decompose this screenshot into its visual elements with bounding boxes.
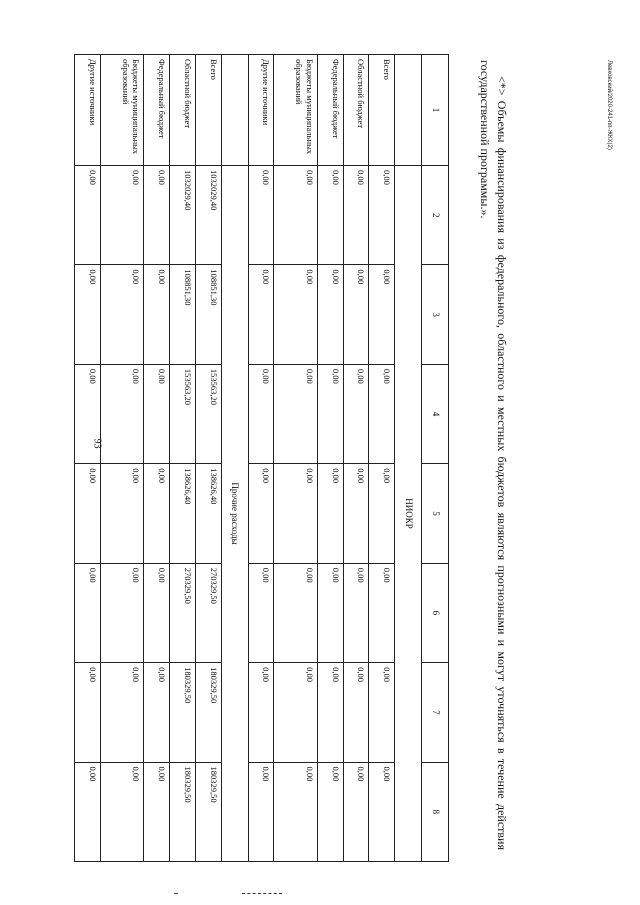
column-header: 4 — [422, 364, 449, 463]
table-cell: 0,00 — [274, 464, 317, 563]
table-cell: 0,00 — [75, 464, 101, 563]
row-label: Бюджеты муниципальных образований — [274, 55, 317, 166]
table-cell: 0,00 — [100, 464, 143, 563]
table-cell: 0,00 — [75, 364, 101, 463]
table-cell: 0,00 — [144, 663, 170, 762]
table-cell: 0,00 — [144, 364, 170, 463]
row-label: Федеральный бюджет — [144, 55, 170, 166]
table-cell: 0,00 — [248, 265, 274, 364]
column-header: 8 — [422, 762, 449, 861]
table-row — [248, 55, 274, 862]
table-row — [274, 55, 317, 862]
table-cell: 0,00 — [274, 563, 317, 662]
row-label: Областной бюджет — [343, 55, 369, 166]
section-row — [221, 55, 248, 862]
table-cell: 0,00 — [317, 762, 343, 861]
section-spacer — [395, 55, 422, 166]
table-cell: 0,00 — [100, 762, 143, 861]
table-row — [170, 55, 196, 862]
table-cell: 180329,50 — [195, 762, 221, 861]
table-cell: 0,00 — [248, 364, 274, 463]
table-cell: 180329,50 — [170, 663, 196, 762]
table-cell: 0,00 — [144, 762, 170, 861]
table-cell: 153563,20 — [170, 364, 196, 463]
table-cell: 0,00 — [343, 663, 369, 762]
section-row — [395, 55, 422, 862]
table-row — [317, 55, 343, 862]
section-title: НИОКР — [395, 166, 422, 862]
table-cell: 0,00 — [248, 563, 274, 662]
column-header: 7 — [422, 663, 449, 762]
table-cell: 108851,30 — [195, 265, 221, 364]
table-cell: 1032029,40 — [170, 166, 196, 265]
table-cell: 153563,20 — [195, 364, 221, 463]
document-stamp: Левковский/2020-241-пп-ЖКХ(2) — [606, 60, 612, 150]
table-cell: 0,00 — [343, 265, 369, 364]
table-cell: 0,00 — [343, 464, 369, 563]
table-cell: 138626,40 — [195, 464, 221, 563]
row-label: Другие источники — [248, 55, 274, 166]
section-title: Прочие расходы — [221, 166, 248, 862]
table-cell: 0,00 — [100, 364, 143, 463]
table-header-row — [422, 55, 449, 862]
table-cell: 0,00 — [248, 663, 274, 762]
table-cell: 0,00 — [369, 563, 395, 662]
row-label: Другие источники — [75, 55, 101, 166]
table-cell: 0,00 — [248, 166, 274, 265]
table-cell: 270329,50 — [195, 563, 221, 662]
column-header: 2 — [422, 166, 449, 265]
footnote — [475, 60, 510, 850]
table-cell: 0,00 — [75, 265, 101, 364]
table-cell: 0,00 — [343, 166, 369, 265]
table-cell: 0,00 — [343, 762, 369, 861]
table-cell: 0,00 — [274, 265, 317, 364]
table-cell: 0,00 — [75, 563, 101, 662]
section-spacer — [221, 55, 248, 166]
scan-artifact — [242, 893, 282, 894]
table-cell: 0,00 — [144, 166, 170, 265]
table-row — [100, 55, 143, 862]
row-label: Федеральный бюджет — [317, 55, 343, 166]
table-cell: 0,00 — [317, 563, 343, 662]
table-cell: 0,00 — [317, 364, 343, 463]
table-cell: 1032029,40 — [195, 166, 221, 265]
table-cell: 0,00 — [274, 166, 317, 265]
table-cell: 0,00 — [369, 663, 395, 762]
table-cell: 0,00 — [248, 762, 274, 861]
table-cell: 0,00 — [369, 464, 395, 563]
table-cell: 0,00 — [343, 364, 369, 463]
table-cell: 0,00 — [317, 265, 343, 364]
scan-artifact — [174, 893, 178, 894]
table-cell: 180329,50 — [170, 762, 196, 861]
table-cell: 0,00 — [317, 663, 343, 762]
table-cell: 0,00 — [100, 166, 143, 265]
table-cell: 0,00 — [144, 563, 170, 662]
table-row — [369, 55, 395, 862]
row-label: Областной бюджет — [170, 55, 196, 166]
financing-table — [74, 54, 449, 862]
table-cell: 0,00 — [317, 464, 343, 563]
column-header: 6 — [422, 563, 449, 662]
row-label: Всего — [195, 55, 221, 166]
table-cell: 0,00 — [100, 563, 143, 662]
table-cell: 0,00 — [144, 265, 170, 364]
row-label: Всего — [369, 55, 395, 166]
table-cell: 138626,40 — [170, 464, 196, 563]
table-cell: 0,00 — [75, 166, 101, 265]
page-number: 93 — [91, 438, 103, 449]
table-cell: 0,00 — [75, 762, 101, 861]
column-header: 1 — [422, 55, 449, 166]
column-header: 5 — [422, 464, 449, 563]
table-cell: 0,00 — [248, 464, 274, 563]
table-cell: 0,00 — [274, 364, 317, 463]
table-cell: 180329,50 — [195, 663, 221, 762]
table-cell: 0,00 — [343, 563, 369, 662]
table-cell: 0,00 — [100, 265, 143, 364]
table-cell: 270329,50 — [170, 563, 196, 662]
table-row — [195, 55, 221, 862]
financing-table-rotated — [74, 54, 449, 862]
table-cell: 0,00 — [144, 464, 170, 563]
table-cell: 0,00 — [317, 166, 343, 265]
table-cell: 0,00 — [369, 762, 395, 861]
footnote-text: <*> Объемы финансирования из федерального, областного и местных бюджетов являются прогнозными и могут уточняться в течение действия государственной программы.». — [477, 60, 509, 850]
table-cell: 0,00 — [100, 663, 143, 762]
table-row — [144, 55, 170, 862]
table-row — [75, 55, 101, 862]
table-cell: 0,00 — [369, 364, 395, 463]
table-cell: 108851,30 — [170, 265, 196, 364]
row-label: Бюджеты муниципальных образований — [100, 55, 143, 166]
table-cell: 0,00 — [274, 762, 317, 861]
table-cell: 0,00 — [369, 166, 395, 265]
table-row — [343, 55, 369, 862]
column-header: 3 — [422, 265, 449, 364]
table-cell: 0,00 — [274, 663, 317, 762]
table-cell: 0,00 — [369, 265, 395, 364]
table-cell: 0,00 — [75, 663, 101, 762]
